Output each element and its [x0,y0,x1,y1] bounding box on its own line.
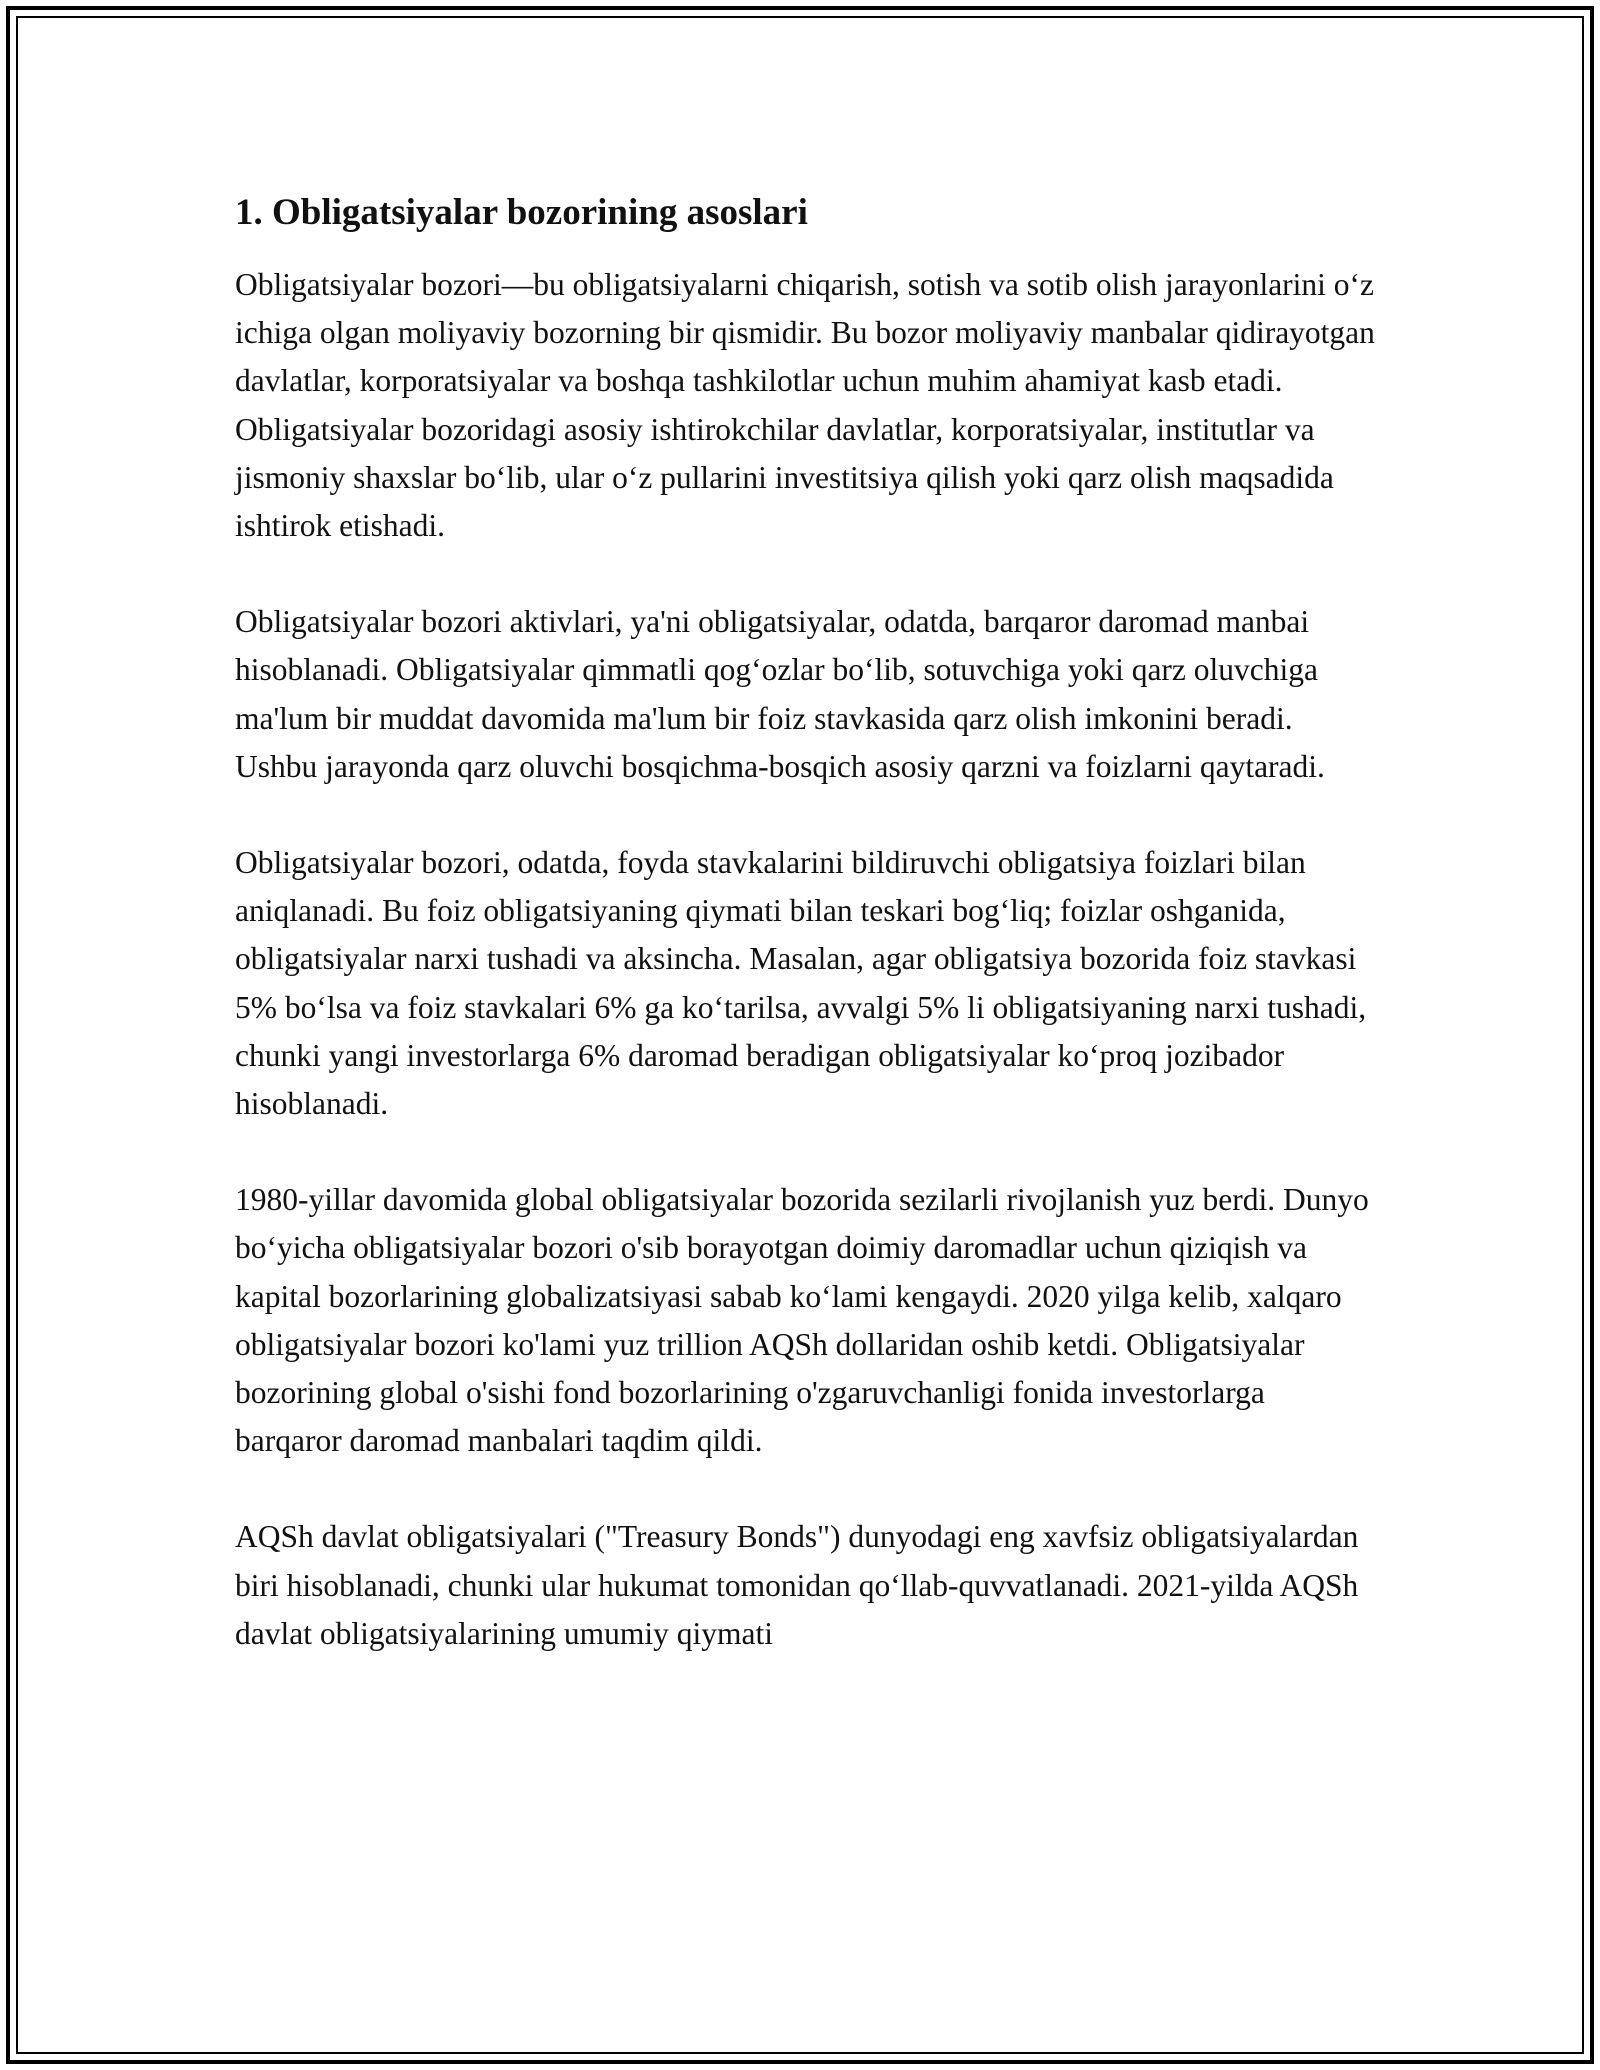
paragraph-1: Obligatsiyalar bozori—bu obligatsiyalarni chiqarish, sotish va sotib olish jarayonlarini o‘z ichiga olgan moliyaviy bozorning bir qismidir. Bu bozor moliyaviy manbalar qidirayotgan davlatlar, korporatsiyalar va boshqa tashkilotlar uchun muhim ahamiyat kasb etadi. Obligatsiyalar bozoridagi asosiy ishtirokchilar davlatlar, korporatsiyalar, institutlar va jismoniy shaxslar bo‘lib, ular o‘z pullarini investitsiya qilish yoki qarz olish maqsadida ishtirok etishadi. [235,267,1375,544]
paragraph-4: 1980-yillar davomida global obligatsiyalar bozorida sezilarli rivojlanish yuz berdi. Dunyo bo‘yicha obligatsiyalar bozori o'sib borayotgan doimiy daromadlar uchun qiziqish va kapital bozorlarining globalizatsiyasi sabab ko‘lami kengaydi. 2020 yilga kelib, xalqaro obligatsiyalar bozori ko'lami yuz trillion AQSh dollaridan oshib ketdi. Obligatsiyalar bozorining global o'sishi fond bozorlarining o'zgaruvchanligi fonida investorlarga barqaror daromad manbalari taqdim qildi. [235,1182,1369,1459]
paragraph-2: Obligatsiyalar bozori aktivlari, ya'ni obligatsiyalar, odatda, barqaror daromad manbai hisoblanadi. Obligatsiyalar qimmatli qog‘ozlar bo‘lib, sotuvchiga yoki qarz oluvchiga ma'lum bir muddat davomida ma'lum bir foiz stavkasida qarz olish imkonini beradi. Ushbu jarayonda qarz oluvchi bosqichma-bosqich asosiy qarzni va foizlarni qaytaradi. [235,604,1325,784]
paragraph-5: AQSh davlat obligatsiyalari ("Treasury Bonds") dunyodagi eng xavfsiz obligatsiyalardan biri hisoblanadi, chunki ular hukumat tomonidan qo‘llab-quvvatlanadi. 2021-yilda AQSh davlat obligatsiyalarining umumiy qiymati [235,1519,1359,1651]
section-heading: 1. Obligatsiyalar bozorining asoslari [235,192,808,233]
document-body [235,185,1375,1658]
paragraph-3: Obligatsiyalar bozori, odatda, foyda stavkalarini bildiruvchi obligatsiya foizlari bilan aniqlanadi. Bu foiz obligatsiyaning qiymati bilan teskari bog‘liq; foizlar oshganida, obligatsiyalar narxi tushadi va aksincha. Masalan, agar obligatsiya bozorida foiz stavkasi 5% bo‘lsa va foiz stavkalari 6% ga ko‘tarilsa, avvalgi 5% li obligatsiyaning narxi tushadi, chunki yangi investorlarga 6% daromad beradigan obligatsiyalar ko‘proq jozibador hisoblanadi. [235,845,1367,1122]
